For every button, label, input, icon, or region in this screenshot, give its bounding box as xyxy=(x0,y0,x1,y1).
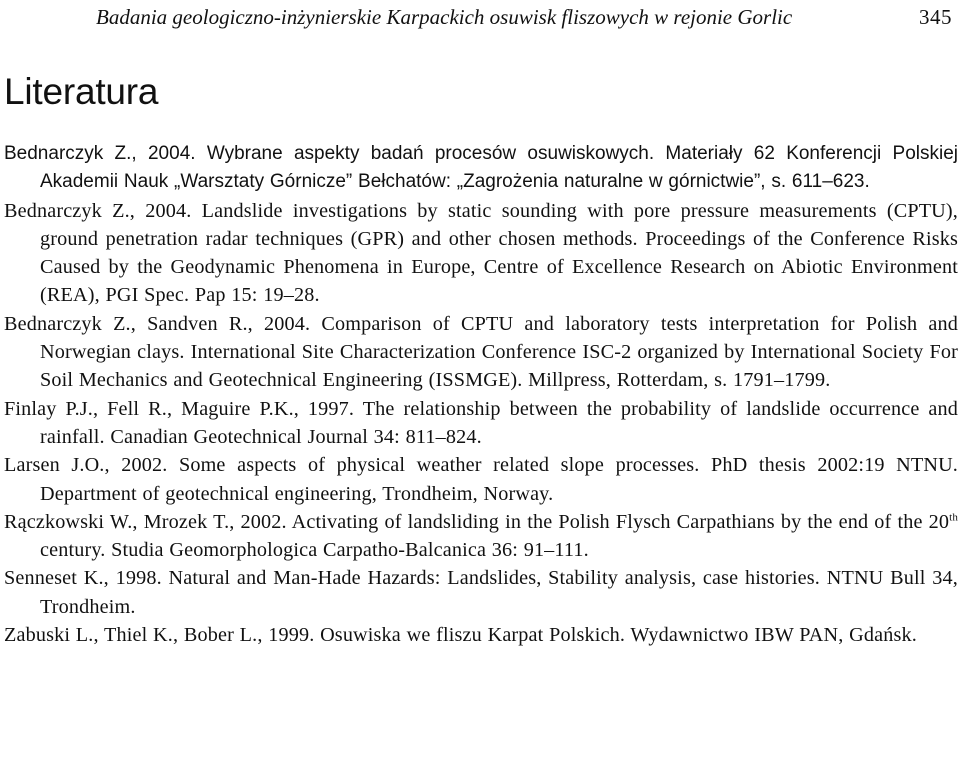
reference-item xyxy=(4,197,958,310)
reference-item xyxy=(4,310,958,395)
reference-text: Finlay P.J., Fell R., Maguire P.K., 1997. The relationship between the probability of landslide occurrence and rainfall. Canadian Geotechnical Journal 34: 811–824. xyxy=(4,397,958,448)
reference-text: Senneset K., 1998. Natural and Man-Hade Hazards: Landslides, Stability analysis, case histories. NTNU Bull 34, Trondheim. xyxy=(4,567,958,618)
reference-text-after-superscript: century. Studia Geomorphologica Carpatho-Balcanica 36: 91–111. xyxy=(40,539,589,562)
reference-text: Zabuski L., Thiel K., Bober L., 1999. Osuwiska we fliszu Karpat Polskich. Wydawnictwo IBW PAN, Gdańsk. xyxy=(4,624,917,647)
page-number: 345 xyxy=(919,5,952,29)
running-header xyxy=(96,3,952,31)
section-title: Literatura xyxy=(4,71,159,112)
reference-item xyxy=(4,140,958,197)
reference-text-before-superscript: Rączkowski W., Mrozek T., 2002. Activating of landsliding in the Polish Flysch Carpathians by the end of the 20 xyxy=(4,510,950,533)
reference-item xyxy=(4,508,958,565)
reference-text: Bednarczyk Z., 2004. Wybrane aspekty badań procesów osuwiskowych. Materiały 62 Konferencji Polskiej Akademii Nauk „Warsztaty Górnicze” Bełchatów: „Zagrożenia naturalne w górnictwie”, s. 611–623. xyxy=(4,143,958,193)
reference-text: Bednarczyk Z., 2004. Landslide investigations by static sounding with pore pressure measurements (CPTU), ground penetration radar techniques (GPR) and other chosen methods. Proceedings of the Conference Risks Caused by the Geodynamic Phenomena in Europe, Centre of Excellence Research on Abiotic Environment (REA), PGI Spec. Pap 15: 19–28. xyxy=(4,199,958,307)
reference-text: Larsen J.O., 2002. Some aspects of physical weather related slope processes. PhD thesis 2002:19 NTNU. Department of geotechnical engineering, Trondheim, Norway. xyxy=(4,454,958,505)
reference-superscript: th xyxy=(949,511,958,524)
reference-item xyxy=(4,395,958,452)
reference-text: Bednarczyk Z., Sandven R., 2004. Comparison of CPTU and laboratory tests interpretation for Polish and Norwegian clays. International Site Characterization Conference ISC-2 organized by International Society For Soil Mechanics and Geotechnical Engineering (ISSMGE). Millpress, Rotterdam, s. 1791–1799. xyxy=(4,312,958,392)
reference-item xyxy=(4,451,958,508)
reference-list xyxy=(4,140,958,649)
reference-item xyxy=(4,621,958,649)
reference-item xyxy=(4,564,958,621)
running-title: Badania geologiczno-inżynierskie Karpackich osuwisk fliszowych w rejonie Gorlic xyxy=(96,5,793,29)
